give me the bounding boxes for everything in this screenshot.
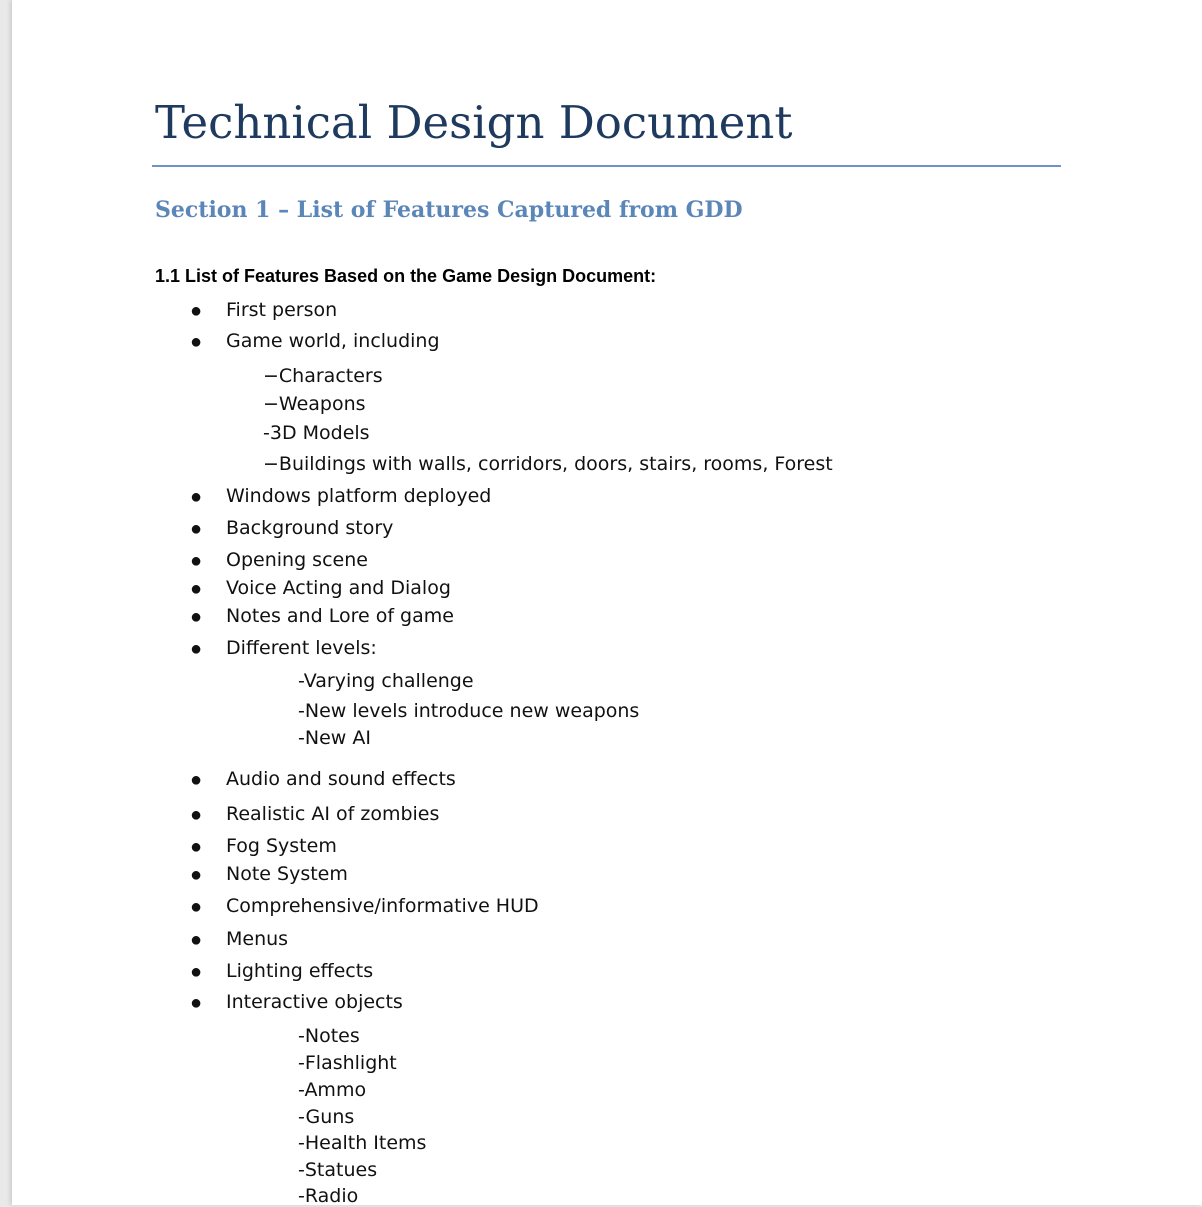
- sub-list-item: −Characters: [263, 365, 383, 387]
- list-item: Background story: [226, 517, 394, 539]
- sub-list-item: -Radio: [298, 1185, 359, 1207]
- sub-list-item: -Health Items: [298, 1132, 427, 1154]
- sub-list-item: -New levels introduce new weapons: [298, 700, 640, 722]
- bullet-icon: ●: [190, 804, 203, 826]
- subsection-heading: 1.1 List of Features Based on the Game Design Document:: [155, 266, 657, 286]
- bullet-icon: ●: [190, 961, 203, 983]
- list-item: Comprehensive/informative HUD: [226, 895, 539, 917]
- sub-list-item: -Varying challenge: [298, 670, 474, 692]
- list-item: Fog System: [226, 835, 337, 857]
- list-item: Opening scene: [226, 549, 368, 571]
- bullet-icon: ●: [190, 896, 203, 918]
- sub-list-item: -3D Models: [263, 422, 370, 444]
- list-item: Lighting effects: [226, 960, 374, 982]
- sub-list-item: -Flashlight: [298, 1052, 397, 1074]
- sub-list-item: −Buildings with walls, corridors, doors, stairs, rooms, Forest: [263, 453, 833, 475]
- section-heading: Section 1 – List of Features Captured from GDD: [155, 197, 743, 223]
- bullet-icon: ●: [190, 578, 203, 600]
- list-item: First person: [226, 299, 338, 321]
- bullet-icon: ●: [190, 486, 203, 508]
- sub-list-item: -Ammo: [298, 1079, 367, 1101]
- document-page: [12, 0, 1202, 1205]
- bullet-icon: ●: [190, 300, 203, 322]
- bullet-icon: ●: [190, 606, 203, 628]
- sub-list-item: -Guns: [298, 1106, 355, 1128]
- list-item: Audio and sound effects: [226, 768, 456, 790]
- list-item: Realistic AI of zombies: [226, 803, 440, 825]
- bullet-icon: ●: [190, 836, 203, 858]
- list-item: Menus: [226, 928, 289, 950]
- sub-list-item: −Weapons: [263, 393, 366, 415]
- list-item: Note System: [226, 863, 348, 885]
- list-item: Interactive objects: [226, 991, 403, 1013]
- title-underline: [152, 165, 1061, 167]
- list-item: Notes and Lore of game: [226, 605, 454, 627]
- list-item: Windows platform deployed: [226, 485, 492, 507]
- list-item: Voice Acting and Dialog: [226, 577, 451, 599]
- bullet-icon: ●: [190, 550, 203, 572]
- sub-list-item: -Notes: [298, 1025, 360, 1047]
- bullet-icon: ●: [190, 992, 203, 1014]
- bullet-icon: ●: [190, 929, 203, 951]
- bullet-icon: ●: [190, 518, 203, 540]
- bullet-icon: ●: [190, 638, 203, 660]
- document-title: Technical Design Document: [155, 96, 793, 149]
- sub-list-item: -Statues: [298, 1159, 378, 1181]
- sub-list-item: -New AI: [298, 727, 371, 749]
- list-item: Different levels:: [226, 637, 377, 659]
- list-item: Game world, including: [226, 330, 440, 352]
- bullet-icon: ●: [190, 864, 203, 886]
- bullet-icon: ●: [190, 769, 203, 791]
- bullet-icon: ●: [190, 331, 203, 353]
